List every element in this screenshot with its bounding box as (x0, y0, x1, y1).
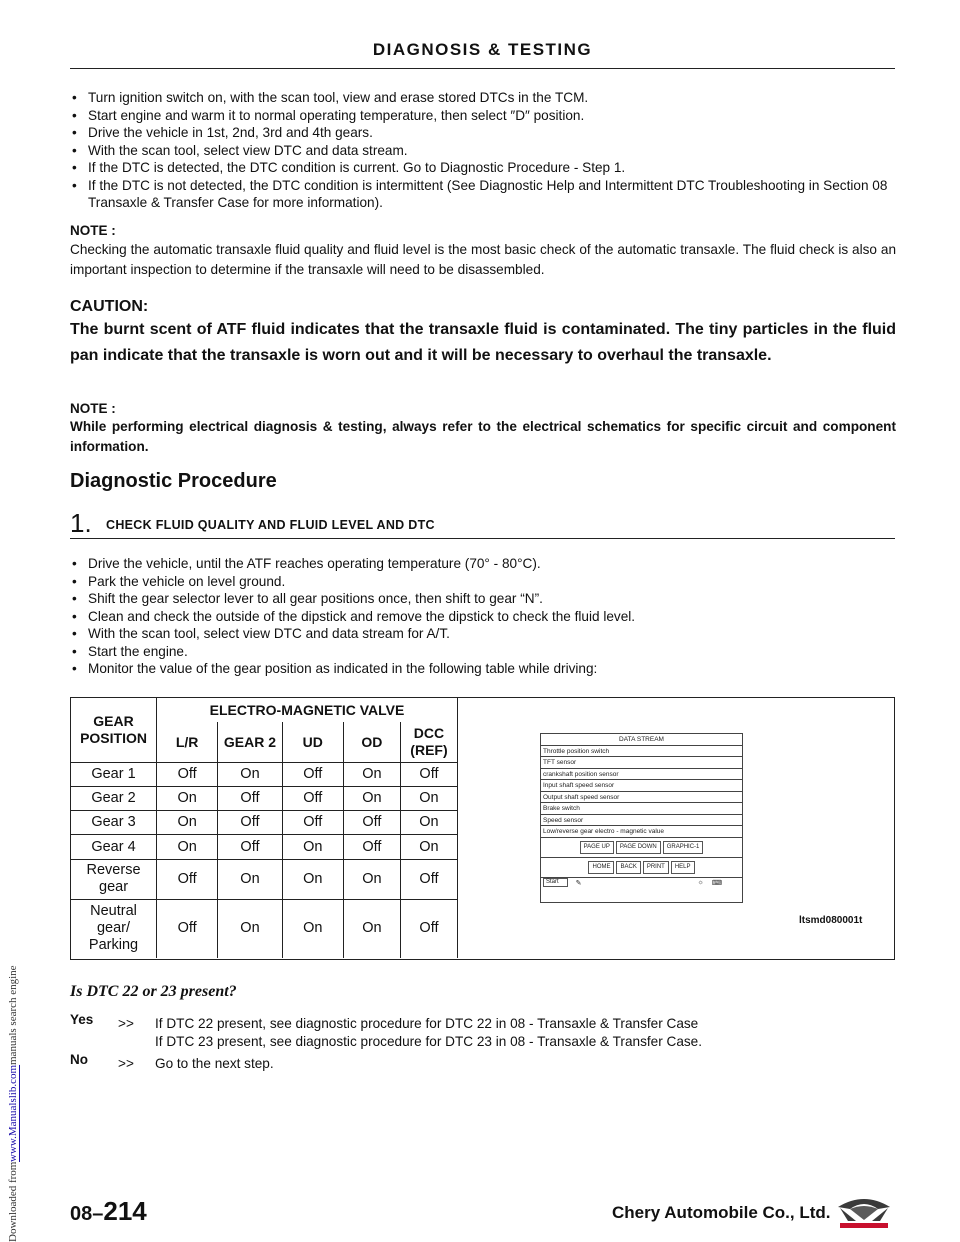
list-item: • If the DTC is detected, the DTC condition is current. Go to Diagnostic Procedure - Step 1. (70, 159, 896, 177)
table-cell: On (343, 787, 400, 811)
download-note-suffix: manuals search engine (7, 965, 19, 1065)
screen-taskbar (541, 878, 742, 888)
table-cell: On (343, 859, 400, 899)
keyboard-icon: ⌨ (711, 879, 722, 887)
list-item: • Monitor the value of the gear position as indicated in the following table while driving: (70, 660, 896, 678)
table-cell: On (282, 859, 343, 899)
list-item: • Drive the vehicle, until the ATF reaches operating temperature (70° - 80°C). (70, 555, 896, 573)
table-cell: Off (282, 762, 343, 786)
table-row (71, 899, 458, 958)
table-cell: On (343, 762, 400, 786)
chery-logo-icon (834, 1193, 894, 1234)
caution-label: CAUTION: (70, 298, 149, 315)
table-cell: Gear 2 (71, 787, 157, 811)
answer-line: Go to the next step. (155, 1056, 274, 1071)
col-header: L/R (157, 722, 218, 762)
col-header: DCC (REF) (400, 722, 457, 762)
print-button: PRINT (643, 861, 669, 874)
table-cell: Off (218, 787, 282, 811)
table-cell: Off (157, 899, 218, 958)
table-row (71, 859, 458, 899)
table-cell: On (282, 835, 343, 859)
table-cell: On (400, 811, 457, 835)
intro-bullet-list (70, 89, 896, 212)
table-cell: On (282, 899, 343, 958)
section-title: Diagnostic Procedure (70, 470, 277, 492)
table-cell: On (218, 859, 282, 899)
lamp-icon: ☼ (697, 879, 704, 886)
list-item: • If the DTC is not detected, the DTC condition is intermittent (See Diagnostic Help and Intermittent DTC Troubleshooting in Section 08 Transaxle & Transfer Case for more information). (70, 177, 896, 212)
caution-text: The burnt scent of ATF fluid indicates that the transaxle fluid is contaminated. The tiny particles in the fluid pan indicate that the transaxle is worn out and it will be necessary to overhaul the transaxle. (70, 321, 896, 364)
page-up-button: PAGE UP (580, 841, 614, 854)
graphic-button: GRAPHIC-1 (663, 841, 704, 854)
screen-title: DATA STREAM (541, 734, 742, 746)
page-section: 08– (70, 1203, 104, 1225)
gear-valve-table (71, 698, 458, 958)
table-cell: On (218, 899, 282, 958)
start-button: Start (543, 878, 568, 887)
scan-tool-screen (540, 733, 743, 903)
table-cell: Gear 1 (71, 762, 157, 786)
step-divider (70, 538, 895, 539)
screen-list-item: Brake switch (541, 803, 742, 815)
table-row (71, 787, 458, 811)
screen-list-item: TFT sensor (541, 757, 742, 769)
table-cell: Gear 4 (71, 835, 157, 859)
page-number (70, 1196, 147, 1227)
screen-nav-buttons (541, 838, 742, 858)
note-text: Checking the automatic transaxle fluid quality and fluid level is the most basic check of the automatic transaxle. The fluid check is also an important inspection to determine if the transaxle will need to be disassembled. (70, 242, 896, 277)
table-cell: Off (400, 762, 457, 786)
step-heading (70, 508, 895, 538)
answer-no-arrow: >> (118, 1056, 134, 1071)
answer-no-text (155, 1055, 895, 1073)
col-group-valve: ELECTRO-MAGNETIC VALVE (157, 698, 458, 722)
list-item: • Turn ignition switch on, with the scan tool, view and erase stored DTCs in the TCM. (70, 89, 896, 107)
answer-no-label: No (70, 1052, 88, 1067)
table-cell: On (157, 835, 218, 859)
table-cell: On (157, 811, 218, 835)
note-label: NOTE : (70, 223, 116, 238)
screen-list-item: Low/reverse gear electro - magnetic value (541, 826, 742, 838)
pen-icon: ✎ (575, 879, 582, 887)
list-item: • Start engine and warm it to normal operating temperature, then select ″D″ position. (70, 107, 896, 125)
table-cell: Off (218, 835, 282, 859)
help-button: HELP (671, 861, 695, 874)
list-item: • With the scan tool, select view DTC and data stream for A/T. (70, 625, 896, 643)
step-bullet-list (70, 555, 896, 678)
table-cell: Neutral gear/ Parking (71, 899, 157, 958)
table-cell: Off (157, 762, 218, 786)
table-cell: Off (282, 811, 343, 835)
screen-menu-buttons (541, 858, 742, 878)
table-row (71, 762, 458, 786)
col-header: UD (282, 722, 343, 762)
list-item: • Park the vehicle on level ground. (70, 573, 896, 591)
table-cell: Off (343, 835, 400, 859)
table-cell: On (400, 835, 457, 859)
col-header: OD (343, 722, 400, 762)
page-header-title: DIAGNOSIS & TESTING (372, 40, 593, 59)
manualslib-link[interactable]: www.Manualslib.com (7, 1064, 19, 1162)
back-button: BACK (616, 861, 640, 874)
download-note (4, 0, 22, 1242)
col-header: GEAR 2 (218, 722, 282, 762)
list-item: • Drive the vehicle in 1st, 2nd, 3rd and 4th gears. (70, 124, 896, 142)
note-text: While performing electrical diagnosis & testing, always refer to the electrical schematics for specific circuit and component information. (70, 419, 896, 454)
table-cell: Gear 3 (71, 811, 157, 835)
table-cell: Off (400, 899, 457, 958)
screen-list-item: Throttle position switch (541, 746, 742, 758)
question-text: Is DTC 22 or 23 present? (70, 983, 237, 1000)
home-button: HOME (588, 861, 614, 874)
list-item: • With the scan tool, select view DTC and data stream. (70, 142, 896, 160)
chery-logo-svg (834, 1193, 894, 1229)
screen-list-item: Input shaft speed sensor (541, 780, 742, 792)
table-cell: Off (343, 811, 400, 835)
answer-line: If DTC 23 present, see diagnostic procedure for DTC 23 in 08 - Transaxle & Transfer Case. (155, 1033, 703, 1049)
gear-table-frame (70, 697, 895, 960)
table-cell: On (400, 787, 457, 811)
table-row (71, 811, 458, 835)
table-cell: Off (218, 811, 282, 835)
step-number: 1. (70, 508, 92, 538)
screen-list-item: crankshaft position sensor (541, 769, 742, 781)
table-cell: On (343, 899, 400, 958)
col-gear-position: GEAR POSITION (71, 698, 157, 762)
step-title: CHECK FLUID QUALITY AND FLUID LEVEL AND DTC (106, 518, 435, 532)
page-num: 214 (103, 1196, 147, 1226)
list-item: • Shift the gear selector lever to all gear positions once, then shift to gear “N”. (70, 590, 896, 608)
table-cell: On (218, 762, 282, 786)
screen-list-item: Output shaft speed sensor (541, 792, 742, 804)
list-item: • Clean and check the outside of the dipstick and remove the dipstick to check the fluid level. (70, 608, 896, 626)
table-cell: Off (400, 859, 457, 899)
note-label: NOTE : (70, 401, 116, 416)
figure-id: ltsmd080001t (799, 915, 863, 926)
company-name: Chery Automobile Co., Ltd. (612, 1203, 831, 1222)
table-cell: On (157, 787, 218, 811)
page-down-button: PAGE DOWN (616, 841, 661, 854)
header-divider (70, 68, 895, 69)
table-cell: Off (157, 859, 218, 899)
answer-yes-arrow: >> (118, 1016, 134, 1031)
table-row (71, 835, 458, 859)
list-item: • Start the engine. (70, 643, 896, 661)
screen-list-item: Speed sensor (541, 815, 742, 827)
table-cell: Reverse gear (71, 859, 157, 899)
answer-line: If DTC 22 present, see diagnostic procedure for DTC 22 in 08 - Transaxle & Transfer Case (155, 1016, 699, 1031)
answer-yes-text (155, 1015, 895, 1050)
answer-yes-label: Yes (70, 1012, 94, 1027)
table-cell: Off (282, 787, 343, 811)
download-note-prefix: Downloaded from (7, 1161, 19, 1242)
